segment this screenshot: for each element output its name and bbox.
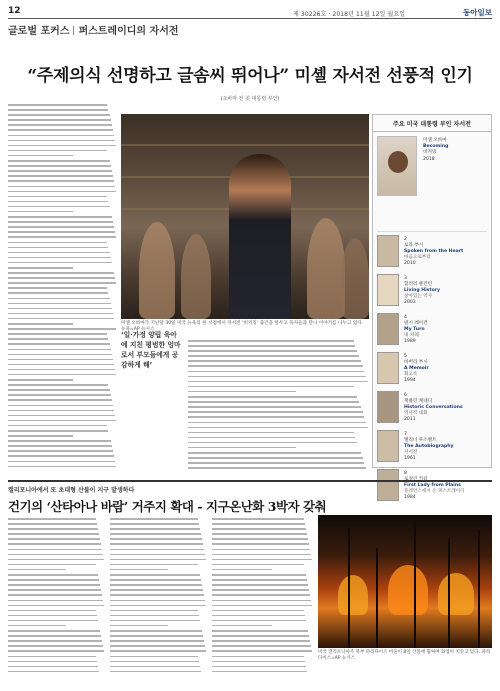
text-line (8, 379, 73, 381)
text-line (212, 569, 272, 571)
book-row (377, 274, 487, 310)
book-number: 7 (404, 432, 407, 437)
text-line (110, 533, 201, 535)
book-year: 1994 (404, 378, 416, 383)
text-line (8, 313, 113, 315)
text-line (110, 600, 205, 602)
text-line (110, 549, 204, 551)
photo-caption: 미셸 오바마가 지난달 30일 미국 뉴욕의 한 서점에서 자서전 ‘비커밍’ 출간을 앞두고 독자들과 만나 이야기를 나누고 있다. 뉴욕=AP 뉴시스 (121, 321, 364, 332)
book-title-en: A Memoir (404, 366, 429, 371)
text-line (212, 538, 308, 540)
text-line (8, 420, 116, 422)
text-line (188, 416, 364, 418)
book-title-ko: 회고록 (404, 372, 418, 377)
text-line (8, 389, 110, 391)
text-line (8, 661, 97, 663)
text-line (8, 221, 113, 223)
text-line (212, 610, 304, 612)
book-number: 8 (404, 471, 407, 476)
section-series: 퍼스트레이디의 자서전 (78, 26, 179, 37)
text-line (8, 405, 113, 407)
text-line (8, 175, 113, 177)
text-line (110, 554, 205, 556)
bottom-column-1 (8, 518, 104, 680)
text-line (8, 262, 112, 264)
text-line (212, 600, 311, 602)
text-line (212, 559, 312, 561)
text-line (8, 523, 97, 525)
book-title-en: My Turn (404, 327, 425, 332)
text-line (8, 594, 102, 596)
text-line (8, 359, 113, 361)
text-line (8, 440, 111, 442)
text-line (8, 354, 112, 356)
text-line (110, 625, 168, 627)
book-number: 3 (404, 276, 407, 281)
book-cover (377, 274, 399, 306)
text-line (188, 457, 363, 459)
text-line (110, 569, 168, 571)
book-number: 6 (404, 393, 407, 398)
text-line (188, 447, 296, 449)
text-line (110, 661, 199, 663)
text-line (8, 109, 108, 111)
bottom-kicker: 캘리포니아에서 또 초대형 산불이 지구 발생하다 (8, 487, 135, 494)
text-line (188, 376, 366, 378)
text-line (188, 432, 354, 434)
book-number: 4 (404, 315, 407, 320)
text-line (8, 303, 111, 305)
text-line (8, 226, 114, 228)
book-author: 엘리너 루스벨트 (404, 438, 437, 443)
text-line (8, 410, 114, 412)
text-line (110, 610, 198, 612)
text-line (212, 554, 311, 556)
text-line (8, 242, 107, 244)
text-line (212, 650, 312, 652)
text-line (8, 445, 112, 447)
text-line (8, 160, 110, 162)
main-headline: “주제의식 선명하고 글솜씨 뛰어나” 미셸 자서전 선풍적 인기 (27, 66, 473, 86)
text-line (8, 394, 111, 396)
text-line (110, 605, 206, 607)
article-divider (8, 480, 492, 482)
text-line (8, 267, 73, 269)
text-line (8, 277, 115, 279)
text-line (188, 422, 366, 424)
text-line (212, 615, 305, 617)
text-line (110, 579, 201, 581)
pull-quote: ‘일·가정 양립 육아에 지친 평범한 엄마로서 부모들에게 공감하게 해’ (121, 331, 181, 369)
text-line (212, 574, 306, 576)
text-line (110, 656, 198, 658)
text-line (8, 538, 100, 540)
book-cover (377, 136, 417, 196)
bottom-column-2 (110, 518, 206, 680)
text-line (8, 349, 111, 351)
book-title-en: Becoming (423, 144, 449, 150)
text-line (8, 140, 115, 142)
book-author: 재클린 케네디 (404, 399, 433, 404)
text-line (8, 170, 112, 172)
book-cover (377, 469, 399, 501)
text-line (8, 605, 104, 607)
text-line (8, 252, 110, 254)
book-row (377, 430, 487, 466)
text-line (212, 589, 309, 591)
text-line (8, 145, 116, 147)
text-line (188, 350, 357, 352)
text-line (8, 518, 96, 520)
featured-book (377, 136, 487, 232)
text-line (8, 455, 114, 457)
book-title-en: Living History (404, 288, 440, 293)
text-line (188, 365, 363, 367)
book-year: 1961 (404, 456, 416, 461)
text-line (212, 594, 310, 596)
issue-info: 제 30226호 · 2018년 11월 12일 월요일 (293, 11, 406, 18)
text-line (212, 533, 307, 535)
book-year: 1984 (404, 495, 416, 500)
text-line (8, 564, 96, 566)
text-line (8, 630, 100, 632)
book-cover (377, 352, 399, 384)
text-line (188, 427, 368, 429)
text-line (8, 211, 73, 213)
text-line (212, 625, 272, 627)
book-row (377, 313, 487, 349)
text-line (188, 437, 355, 439)
text-line (8, 155, 73, 157)
text-line (212, 605, 312, 607)
text-line (188, 462, 364, 464)
text-line (188, 360, 361, 362)
book-cover (377, 430, 399, 462)
featured-person (229, 154, 291, 319)
text-line (212, 656, 304, 658)
book-author: 힐러리 클린턴 (404, 282, 433, 287)
text-line (8, 236, 116, 238)
book-title-en: Spoken from the Heart (404, 249, 464, 254)
text-line (8, 333, 107, 335)
text-line (8, 298, 110, 300)
text-line (110, 615, 199, 617)
text-line (110, 640, 204, 642)
text-line (8, 645, 103, 647)
text-line (212, 564, 304, 566)
text-line (8, 584, 100, 586)
text-line (188, 355, 359, 357)
book-author: 로절린 카터 (404, 477, 428, 482)
section-name: 글로벌 포커스 (8, 26, 70, 37)
text-line (8, 257, 111, 259)
text-line (8, 543, 101, 545)
book-year: 2010 (404, 261, 416, 266)
text-line (212, 620, 306, 622)
text-line (212, 666, 306, 668)
text-line (8, 364, 114, 366)
text-line (8, 282, 116, 284)
text-line (110, 594, 204, 596)
text-line (212, 671, 307, 673)
text-line (8, 656, 96, 658)
book-title-ko: 살아있는 역사 (404, 294, 433, 299)
book-author: 바버라 부시 (404, 360, 428, 365)
text-line (8, 574, 98, 576)
text-line (212, 543, 309, 545)
wildfire-caption: 미국 캘리포니아주 북부 파라다이스 마을이 8일 산불에 휩싸여 화염이 치솟고 있다. 파라다이스=AP 뉴시스 (318, 650, 491, 661)
text-line (8, 292, 108, 294)
text-line (8, 186, 115, 188)
text-line (110, 518, 198, 520)
text-line (188, 411, 363, 413)
text-line (212, 523, 305, 525)
book-cover (377, 391, 399, 423)
top-rule (8, 18, 492, 19)
book-row (377, 469, 487, 505)
text-line (8, 287, 107, 289)
text-line (8, 533, 99, 535)
book-row (377, 352, 487, 388)
text-line (8, 635, 101, 637)
text-line (8, 323, 73, 325)
text-line (8, 450, 113, 452)
text-line (8, 559, 104, 561)
text-line (8, 671, 99, 673)
book-author: 미셸 오바마 (423, 138, 447, 143)
text-line (188, 401, 359, 403)
wildfire-photo (318, 515, 492, 648)
text-line (212, 528, 306, 530)
text-line (8, 640, 102, 642)
text-line (110, 650, 206, 652)
text-line (8, 343, 110, 345)
text-line (8, 369, 115, 371)
text-line (8, 318, 114, 320)
text-line (110, 538, 202, 540)
text-line (8, 430, 108, 432)
book-title-en: The Autobiography (404, 444, 454, 449)
text-line (8, 554, 103, 556)
text-line (8, 425, 107, 427)
book-row (377, 235, 487, 271)
text-line (8, 338, 108, 340)
text-line (8, 216, 112, 218)
book-row (377, 391, 487, 427)
text-line (8, 191, 116, 193)
text-line (8, 150, 107, 152)
headline-credit: (오바마 전 美 대통령 부인) (220, 96, 280, 102)
text-line (188, 467, 366, 469)
text-line (212, 579, 307, 581)
text-line (188, 340, 354, 342)
text-line (110, 666, 200, 668)
text-line (110, 559, 206, 561)
main-photo (121, 114, 369, 319)
text-line (8, 600, 103, 602)
text-line (110, 528, 200, 530)
text-line (188, 371, 364, 373)
text-line (212, 661, 305, 663)
text-line (8, 119, 111, 121)
text-line (8, 129, 113, 131)
text-line (110, 584, 202, 586)
text-line (8, 569, 66, 571)
text-line (212, 640, 310, 642)
text-line (110, 543, 203, 545)
text-line (110, 635, 203, 637)
masthead (8, 6, 492, 18)
text-line (8, 620, 98, 622)
text-line (8, 399, 112, 401)
text-line (188, 442, 357, 444)
book-year: 2018 (423, 156, 435, 162)
book-year: 2003 (404, 300, 416, 305)
text-line (8, 328, 116, 330)
text-line (8, 435, 73, 437)
text-line (8, 625, 66, 627)
text-line (8, 374, 116, 376)
text-line (212, 518, 304, 520)
text-line (8, 124, 112, 126)
text-line (8, 589, 101, 591)
text-line (8, 180, 114, 182)
text-line (8, 650, 104, 652)
text-line (8, 579, 99, 581)
text-line (212, 584, 308, 586)
text-line (8, 666, 98, 668)
text-line (8, 549, 102, 551)
text-line (188, 396, 357, 398)
text-line (8, 272, 114, 274)
sidebar-title: 주요 미국 대통령 부인 자서전 (373, 115, 491, 132)
text-line (212, 630, 308, 632)
text-line (8, 114, 110, 116)
book-author: 로라 부시 (404, 243, 424, 248)
text-line (110, 574, 200, 576)
text-line (188, 406, 361, 408)
book-title-ko: 내 차례 (404, 333, 419, 338)
book-title-ko: 비커밍 (423, 150, 437, 156)
text-line (8, 461, 115, 463)
text-line (110, 630, 202, 632)
text-line (8, 384, 108, 386)
text-line (110, 564, 198, 566)
book-number: 2 (404, 237, 407, 242)
page-number: 12 (8, 6, 21, 16)
book-cover (377, 313, 399, 345)
text-line (8, 308, 112, 310)
book-year: 2011 (404, 417, 416, 422)
text-line (8, 610, 96, 612)
book-title-en: Historic Conversations (404, 405, 463, 410)
text-line (8, 201, 108, 203)
text-line (8, 466, 116, 468)
text-line (8, 196, 107, 198)
book-title-ko: 마음으로부터 (404, 255, 431, 260)
text-line (110, 589, 203, 591)
book-title-en: First Lady from Plains (404, 483, 461, 488)
article-column-middle (188, 340, 368, 474)
text-line (8, 528, 98, 530)
book-number: 5 (404, 354, 407, 359)
text-line (188, 452, 361, 454)
text-line (8, 165, 111, 167)
book-list (373, 235, 491, 505)
text-line (212, 635, 309, 637)
text-line (212, 645, 311, 647)
section-divider (73, 26, 74, 35)
sidebar-book-list (372, 114, 492, 500)
article-column-left (8, 104, 116, 474)
bottom-column-3 (212, 518, 312, 680)
text-line (8, 247, 108, 249)
book-title-ko: 자서전 (404, 450, 418, 455)
text-line (8, 135, 114, 137)
text-line (8, 104, 107, 106)
bottom-headline: 건기의 ‘산타아나 바람’ 거주지 확대 - 지구온난화 3박자 갖춰 (8, 499, 327, 514)
text-line (188, 345, 355, 347)
text-line (8, 415, 115, 417)
book-title-ko: 역사적 대화 (404, 411, 428, 416)
text-line (188, 381, 368, 383)
text-line (110, 620, 200, 622)
text-line (8, 231, 115, 233)
section-label (8, 22, 179, 37)
text-line (8, 206, 110, 208)
text-line (188, 386, 354, 388)
text-line (110, 523, 199, 525)
book-year: 1989 (404, 339, 416, 344)
book-cover (377, 235, 399, 267)
text-line (188, 391, 296, 393)
book-title-ko: 플레인스에서 온 퍼스트레이디 (404, 489, 465, 494)
paper-logo: 동아일보 (463, 8, 492, 17)
book-author: 낸시 레이건 (404, 321, 428, 326)
text-line (212, 549, 310, 551)
text-line (110, 645, 205, 647)
text-line (8, 615, 97, 617)
text-line (110, 671, 201, 673)
